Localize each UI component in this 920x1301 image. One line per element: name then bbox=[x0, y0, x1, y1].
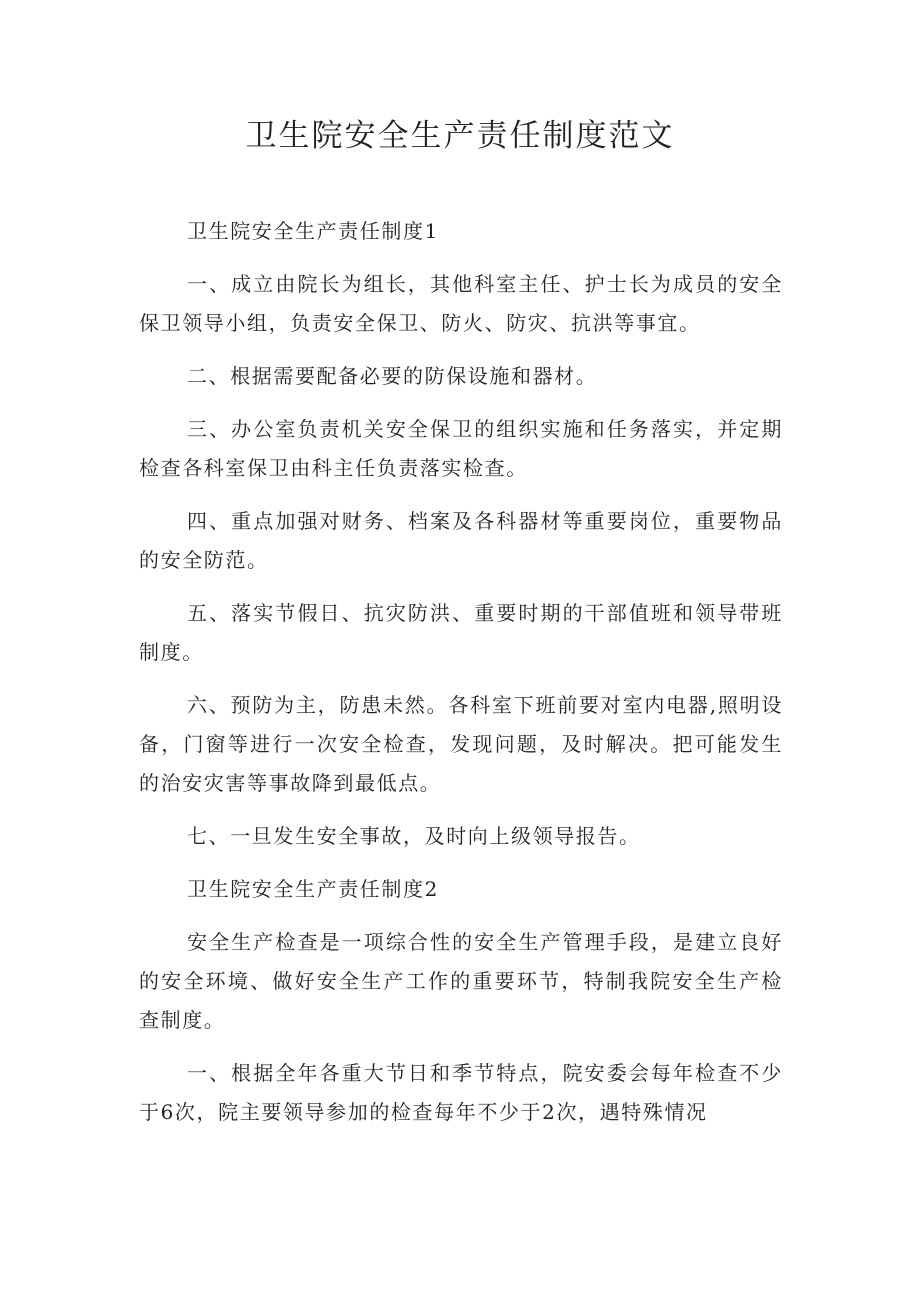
section-heading-2: 卫生院安全生产责任制度2 bbox=[187, 877, 439, 901]
paragraph: 安全生产检查是一项综合性的安全生产管理手段，是建立良好的安全环境、做好安全生产工作的重要环节，特制我院安全生产检查制度。 bbox=[139, 930, 783, 1032]
section-heading-1: 卫生院安全生产责任制度1 bbox=[187, 219, 439, 243]
paragraph: 五、落实节假日、抗灾防洪、重要时期的干部值班和领导带班制度。 bbox=[139, 601, 783, 664]
paragraph: 四、重点加强对财务、档案及各科器材等重要岗位，重要物品的安全防范。 bbox=[139, 509, 783, 572]
document-title: 卫生院安全生产责任制度范文 bbox=[245, 118, 675, 154]
paragraph: 一、成立由院长为组长，其他科室主任、护士长为成员的安全保卫领导小组，负责安全保卫、防火、防灾、抗洪等事宜。 bbox=[139, 272, 783, 335]
paragraph: 一、根据全年各重大节日和季节特点，院安委会每年检查不少于6次，院主要领导参加的检查每年不少于2次，遇特殊情况 bbox=[139, 1061, 783, 1124]
paragraph: 七、一旦发生安全事故，及时向上级领导报告。 bbox=[187, 824, 641, 848]
document-body bbox=[139, 212, 783, 1146]
paragraph: 六、预防为主，防患未然。各科室下班前要对室内电器,照明设备，门窗等进行一次安全检查，发现问题，及时解决。把可能发生的治安灾害等事故降到最低点。 bbox=[139, 693, 783, 795]
paragraph: 三、办公室负责机关安全保卫的组织实施和任务落实，并定期检查各科室保卫由科主任负责落实检查。 bbox=[139, 417, 783, 480]
paragraph: 二、根据需要配备必要的防保设施和器材。 bbox=[187, 364, 598, 388]
